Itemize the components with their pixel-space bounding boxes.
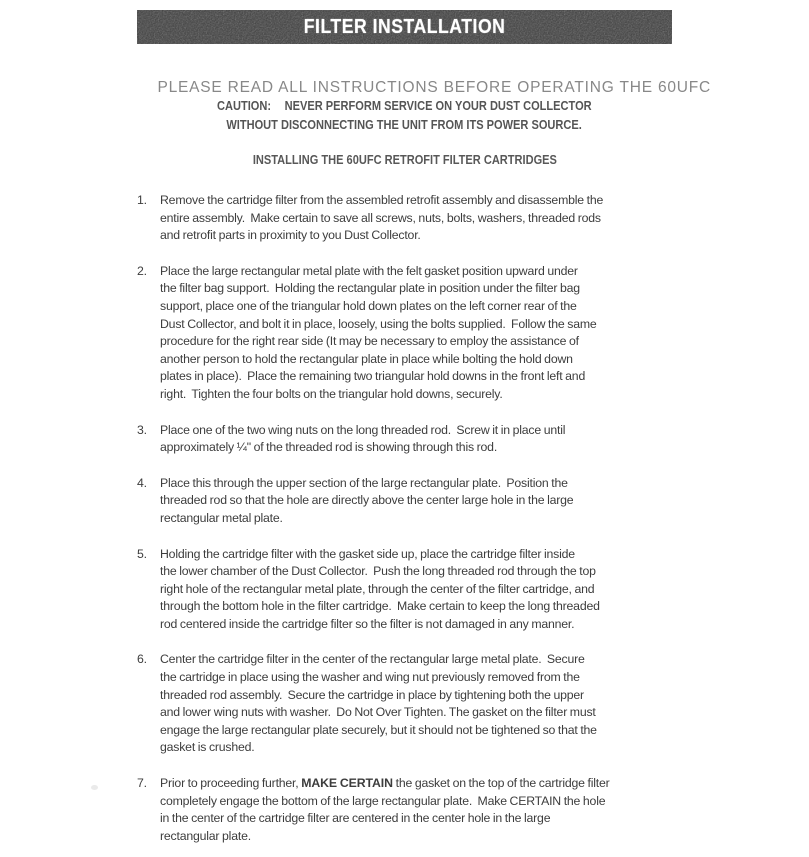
title-banner — [137, 10, 672, 44]
step-text-line: threaded rod so that the hole are directly above the center large hole in the large — [160, 493, 574, 508]
instruction-list — [137, 192, 682, 857]
step-text-line: Place this through the upper section of the large rectangular plate. Position the — [160, 475, 568, 490]
notice-text: PLEASE READ ALL INSTRUCTIONS BEFORE OPERATING THE 60UFC — [157, 79, 712, 96]
step-text-line: Center the cartridge filter in the center of the rectangular large metal plate. Secure — [160, 652, 585, 667]
step-text-line: another person to hold the rectangular plate in place while bolting the hold down — [160, 351, 573, 366]
step-text — [160, 546, 682, 634]
instruction-step — [137, 475, 682, 528]
step-text-line: Prior to proceeding further, MAKE CERTAIN the gasket on the top of the cartridge filter — [160, 776, 610, 791]
step-text-line: completely engage the bottom of the large rectangular plate. Make CERTAIN the hole — [160, 793, 606, 808]
step-number: 3. — [137, 422, 147, 437]
section-heading-text: INSTALLING THE 60UFC RETROFIT FILTER CARTRIDGES — [252, 152, 557, 167]
step-text-line: rectangular plate. — [160, 828, 251, 843]
step-text-line: engage the large rectangular plate securely, but it should not be tightened so that the — [160, 722, 597, 737]
step-text-line: Holding the cartridge filter with the gasket side up, place the cartridge filter inside — [160, 546, 575, 561]
instruction-step — [137, 546, 682, 634]
step-text-line: Place one of the two wing nuts on the long threaded rod. Screw it in place until — [160, 422, 566, 437]
instruction-step — [137, 263, 682, 404]
step-text-line: plates in place). Place the remaining two triangular hold downs in the front left and — [160, 369, 586, 384]
caution-text-2: WITHOUT DISCONNECTING THE UNIT FROM ITS POWER SOURCE. — [226, 116, 583, 132]
caution-line-2 — [102, 116, 707, 135]
step-text-line: in the center of the cartridge filter are centered in the center hole in the large — [160, 811, 551, 826]
step-number: 1. — [137, 193, 147, 207]
step-text-line: Remove the cartridge filter from the assembled retrofit assembly and disassemble the — [160, 193, 604, 207]
step-text-line: entire assembly. Make certain to save all screws, nuts, bolts, washers, threaded rods — [160, 210, 601, 225]
instruction-step — [137, 422, 682, 457]
caution-label: CAUTION: — [217, 98, 272, 113]
instruction-step — [137, 192, 682, 245]
step-text-line: the lower chamber of the Dust Collector. Push the long threaded rod through the top — [160, 564, 596, 579]
step-text-line: rectangular metal plate. — [160, 510, 283, 525]
step-number: 6. — [137, 652, 147, 667]
step-text-line: right. Tighten the four bolts on the triangular hold downs, securely. — [160, 386, 503, 401]
step-number: 5. — [137, 546, 147, 561]
step-text-line: gasket is crushed. — [160, 740, 255, 755]
step-number: 7. — [137, 776, 147, 791]
step-text — [160, 651, 682, 757]
step-text-line: Place the large rectangular metal plate with the felt gasket position upward under — [160, 263, 578, 278]
step-text-line: Dust Collector, and bolt it in place, loosely, using the bolts supplied. Follow the same — [160, 316, 597, 331]
page-title: FILTER INSTALLATION — [303, 15, 506, 38]
step-text-line: through the bottom hole in the filter cartridge. Make certain to keep the long threaded — [160, 599, 600, 614]
step-text-line: approximately ¼" of the threaded rod is showing through this rod. — [160, 440, 498, 455]
step-text — [160, 192, 682, 245]
scan-artifact — [91, 785, 98, 790]
step-text-line: right hole of the rectangular metal plate, through the center of the filter cartridge, and — [160, 581, 595, 596]
step-text-line: and retrofit parts in proximity to you Dust Collector. — [160, 228, 421, 243]
step-number: 4. — [137, 475, 147, 490]
step-text — [160, 775, 682, 845]
step-text — [160, 263, 682, 404]
step-text-line: threaded rod assembly. Secure the cartridge in place by tightening both the upper — [160, 687, 584, 702]
instruction-step — [137, 651, 682, 757]
step-text-line: procedure for the right rear side (It may be necessary to employ the assistance of — [160, 334, 579, 349]
section-heading — [102, 152, 707, 167]
caution-line-1 — [102, 97, 707, 116]
caution-text-1: NEVER PERFORM SERVICE ON YOUR DUST COLLECTOR — [284, 98, 592, 113]
step-text-line: the filter bag support. Holding the rectangular plate in position under the filter bag — [160, 281, 580, 296]
instruction-step — [137, 775, 682, 845]
step-number: 2. — [137, 263, 147, 278]
step-text — [160, 475, 682, 528]
step-text-line: the cartridge in place using the washer and wing nut previously removed from the — [160, 670, 580, 685]
step-text-line: and lower wing nuts with washer. Do Not Over Tighten. The gasket on the filter must — [160, 705, 596, 720]
step-text-line: rod centered inside the cartridge filter so the filter is not damaged in any manner. — [160, 616, 575, 631]
caution-block — [102, 97, 707, 134]
step-text — [160, 422, 682, 457]
step-text-line: support, place one of the triangular hold down plates on the left corner rear of the — [160, 298, 577, 313]
